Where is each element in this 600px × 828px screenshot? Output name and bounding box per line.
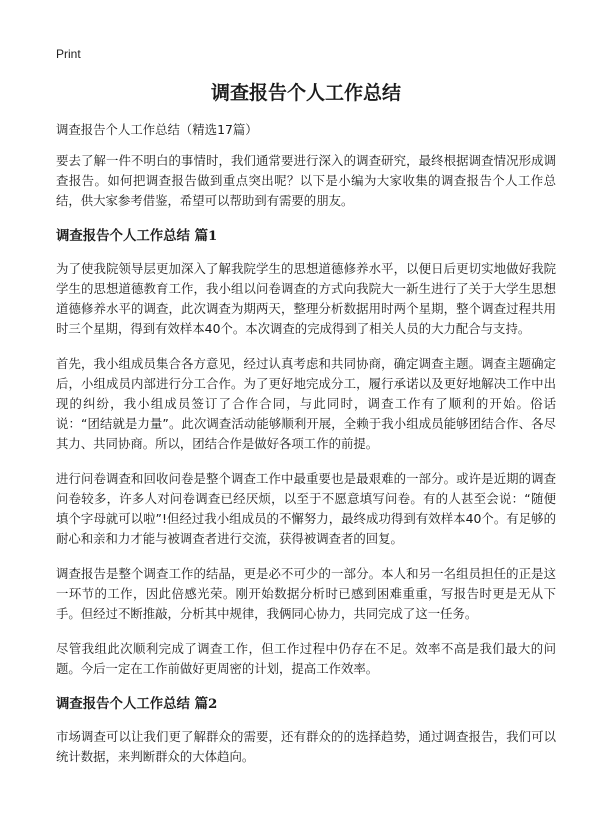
intro-paragraph: 要去了解一件不明白的事情时，我们通常要进行深入的调查研究，最终根据调查情况形成调查报告。如何把调查报告做到重点突出呢？以下是小编为大家收集的调查报告个人工作总结，供大家参考借鉴，希望可以帮助到有需要的朋友。 — [56, 153, 556, 208]
print-link[interactable]: Print — [56, 47, 81, 61]
section-1-paragraph-4: 调查报告是整个调查工作的结晶，更是必不可少的一部分。本人和另一名组员担任的正是这一环节的工作，因此倍感光荣。刚开始数据分析时已感到困难重重，写报告时更是无从下手。但经过不断推敲，分析其中规律，我俩同心协力，共同完成了这一任务。 — [56, 566, 556, 621]
section-1-paragraph-1: 为了使我院领导层更加深入了解我院学生的思想道德修养水平，以便日后更切实地做好我院学生的思想道德教育工作，我小组以问卷调查的方式向我院大一新生进行了关于大学生思想道德修养水平的调查，此次调查为期两天，整理分析数据用时两个星期，整个调查过程共用时三个星期，得到有效样本40个。本次调查的完成得到了相关人员的大力配合与支持。 — [56, 261, 556, 336]
section-1-paragraph-2: 首先，我小组成员集合各方意见，经过认真考虑和共同协商，确定调查主题。调查主题确定后，小组成员内部进行分工合作。为了更好地完成分工，履行承诺以及更好地解决工作中出现的纠纷，我小组成员签订了合作合同，与此同时，调查工作有了顺利的开始。俗话说：“团结就是力量”。此次调查活动能够顺利开展，全赖于我小组成员能够团结合作、各尽其力、共同协商。所以，团结合作是做好各项工作的前提。 — [56, 356, 556, 451]
section-heading-1: 调查报告个人工作总结 篇1 — [56, 228, 218, 244]
document-body — [56, 120, 556, 782]
section-heading-2: 调查报告个人工作总结 篇2 — [56, 696, 218, 712]
section-1-paragraph-5: 尽管我组此次顺利完成了调查工作，但工作过程中仍存在不足。效率不高是我们最大的问题。今后一定在工作前做好更周密的计划，提高工作效率。 — [56, 641, 556, 676]
document-subtitle: 调查报告个人工作总结（精选17篇） — [56, 122, 258, 137]
document-title: 调查报告个人工作总结 — [210, 82, 401, 104]
section-1-paragraph-3: 进行问卷调查和回收问卷是整个调查工作中最重要也是最艰难的一部分。或许是近期的调查问卷较多，许多人对问卷调查已经厌烦，以至于不愿意填写问卷。有的人甚至会说：“随便填个字母就可以啦”!但经过我小组成员的不懈努力，最终成功得到有效样本40个。有足够的耐心和亲和力才能与被调查者进行交流，获得被调查者的回复。 — [56, 471, 556, 546]
section-2-paragraph-1: 市场调查可以让我们更了解群众的需要，还有群众的的选择趋势，通过调查报告，我们可以统计数据，来判断群众的大体趋向。 — [56, 729, 556, 764]
